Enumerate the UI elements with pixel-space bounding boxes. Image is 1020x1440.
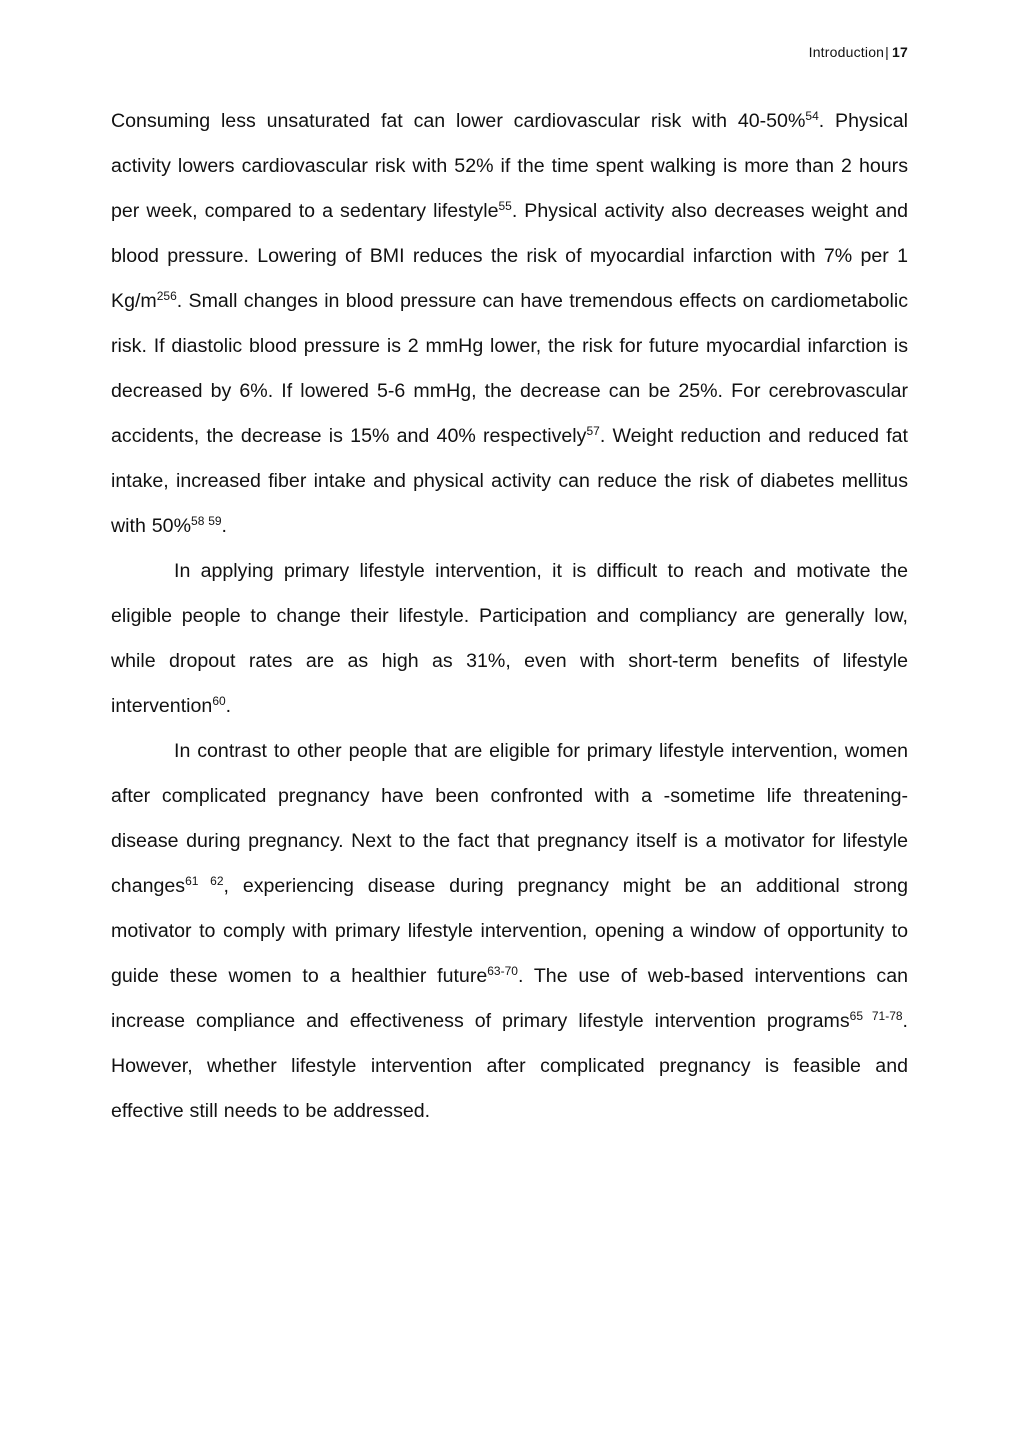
- citation-superscript: 57: [586, 424, 600, 438]
- text-run: In contrast to other people that are eligible for primary lifestyle intervention, women after complicated pregnancy have been confronted with a -sometime life threatening- disease during pregnancy. Next to the fact that pregnancy itself is a motivator for lifestyle changes: [111, 740, 908, 897]
- text-run: . Physical activity also decreases weight and blood pressure. Lowering of BMI reduces the risk of myocardial infarction with 7% per 1 Kg/m: [111, 200, 908, 312]
- text-run: . Physical activity lowers cardiovascular risk with 52% if the time spent walking is more than 2 hours per week, compared to a sedentary lifestyle: [111, 110, 908, 222]
- section-title: Introduction: [808, 44, 885, 60]
- text-run: . Small changes in blood pressure can have tremendous effects on cardiometabolic risk. If diastolic blood pressure is 2 mmHg lower, the risk for future myocardial infarction is decreased by 6%. If lowered 5-6 mmHg, the decrease can be 25%. For cerebrovascular accidents, the decrease is 15% and 40% respectively: [111, 290, 908, 447]
- text-run: , experiencing disease during pregnancy might be an additional strong motivator to comply with primary lifestyle intervention, opening a window of opportunity to guide these women to a healthier future: [111, 875, 909, 987]
- citation-superscript: 63-70: [487, 964, 518, 978]
- body-text: [111, 99, 908, 1134]
- paragraph: [111, 99, 908, 549]
- text-run: Consuming less unsaturated fat can lower cardiovascular risk with 40-50%: [111, 110, 806, 132]
- page-number: 17: [892, 44, 908, 60]
- text-run: . The use of web-based interventions can increase compliance and effectiveness of primary lifestyle intervention programs: [111, 965, 908, 1032]
- running-header: [809, 44, 908, 60]
- text-run: .: [221, 515, 227, 537]
- text-run: . Weight reduction and reduced fat intake, increased fiber intake and physical activity can reduce the risk of diabetes mellitus with 50%: [111, 425, 908, 537]
- citation-superscript: 65 71-78: [849, 1009, 903, 1023]
- text-run: . However, whether lifestyle intervention after complicated pregnancy is feasible and effective still needs to be addressed.: [111, 1010, 908, 1122]
- citation-superscript: 61 62: [185, 874, 224, 888]
- header-separator: |: [885, 44, 890, 60]
- citation-superscript: 58 59: [191, 514, 222, 528]
- text-run: In applying primary lifestyle intervention, it is difficult to reach and motivate the eligible people to change their lifestyle. Participation and compliancy are generally low, while dropout rates are as high as 31%, even with short-term benefits of lifestyle intervention: [111, 560, 908, 717]
- citation-superscript: 60: [212, 694, 226, 708]
- paragraph: [111, 549, 908, 729]
- paragraph: [111, 729, 908, 1134]
- citation-superscript: 54: [805, 109, 819, 123]
- citation-superscript: 256: [156, 289, 177, 303]
- citation-superscript: 55: [498, 199, 512, 213]
- text-run: .: [225, 695, 232, 717]
